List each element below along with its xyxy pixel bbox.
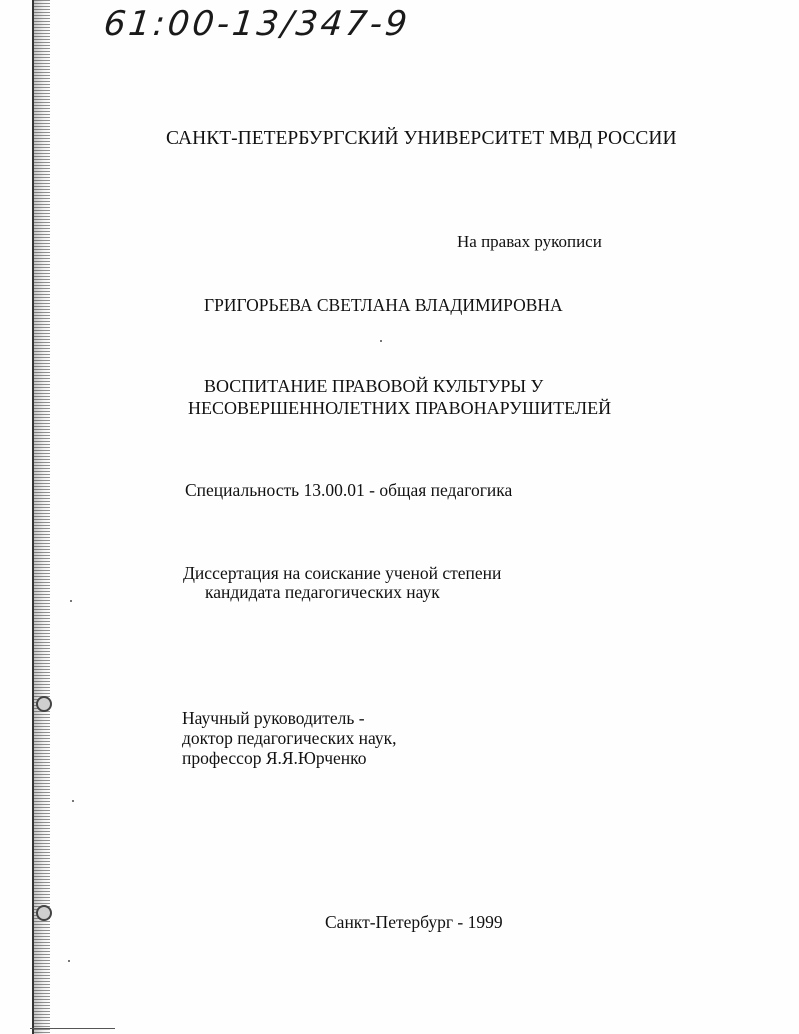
thesis-title-line-1: ВОСПИТАНИЕ ПРАВОВОЙ КУЛЬТУРЫ У — [204, 376, 544, 396]
scan-speck — [380, 340, 382, 342]
dissertation-line-2: кандидата педагогических наук — [205, 582, 440, 602]
scan-bottom-edge — [30, 1028, 115, 1029]
supervisor-line-3: профессор Я.Я.Юрченко — [182, 748, 367, 768]
binding-hole-icon — [36, 905, 52, 921]
scan-speck — [72, 800, 74, 802]
university-name: САНКТ-ПЕТЕРБУРГСКИЙ УНИВЕРСИТЕТ МВД РОССИИ — [166, 128, 677, 149]
binding-hole-icon — [36, 696, 52, 712]
supervisor-line-2: доктор педагогических наук, — [182, 728, 397, 748]
supervisor-line-1: Научный руководитель - — [182, 708, 365, 728]
specialty-line: Специальность 13.00.01 - общая педагогика — [185, 480, 513, 500]
manuscript-rights-note: На правах рукописи — [457, 232, 602, 251]
author-name: ГРИГОРЬЕВА СВЕТЛАНА ВЛАДИМИРОВНА — [204, 295, 563, 315]
handwritten-catalog-code: 61:00-13/347-9 — [101, 4, 412, 44]
scan-speck — [68, 960, 70, 962]
city-and-year: Санкт-Петербург - 1999 — [325, 912, 503, 932]
thesis-title-line-2: НЕСОВЕРШЕННОЛЕТНИХ ПРАВОНАРУШИТЕЛЕЙ — [188, 398, 612, 418]
dissertation-line-1: Диссертация на соискание ученой степени — [183, 563, 502, 583]
scan-speck — [70, 600, 72, 602]
scan-binding-strip — [34, 0, 50, 1034]
